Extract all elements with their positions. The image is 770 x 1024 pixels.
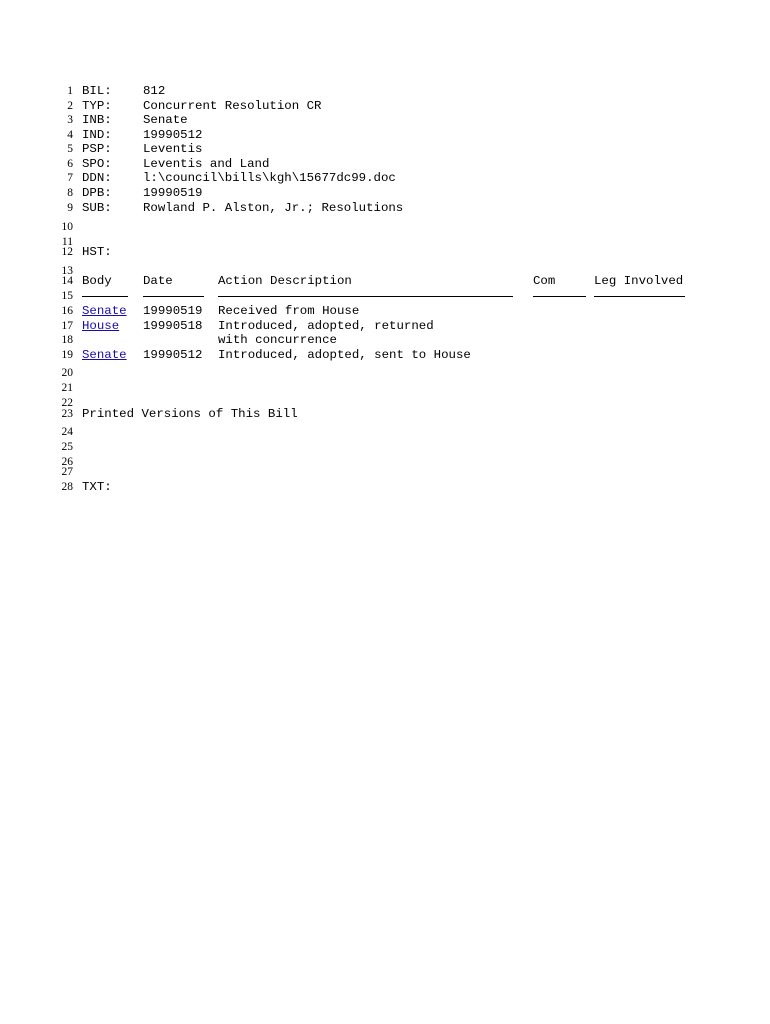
line-number: 27 bbox=[61, 466, 73, 478]
line-20 bbox=[0, 366, 770, 380]
field-value-psp: Leventis bbox=[143, 142, 203, 156]
table-row bbox=[0, 319, 770, 333]
field-value-ind: 19990512 bbox=[143, 128, 203, 142]
history-header-body: Body bbox=[82, 274, 112, 288]
field-label-ind: IND: bbox=[82, 128, 112, 142]
field-label-bil: BIL: bbox=[82, 84, 112, 98]
history-date: 19990518 bbox=[143, 319, 203, 333]
line-number: 28 bbox=[61, 481, 73, 493]
history-header-date: Date bbox=[143, 274, 173, 288]
line-number: 21 bbox=[61, 382, 73, 394]
field-label-inb: INB: bbox=[82, 113, 112, 127]
history-action: Introduced, adopted, returned bbox=[218, 319, 434, 333]
table-row bbox=[0, 348, 770, 362]
history-header-action: Action Description bbox=[218, 274, 352, 288]
line-number: 17 bbox=[61, 320, 73, 332]
line-number: 22 bbox=[61, 397, 73, 409]
field-value-inb: Senate bbox=[143, 113, 188, 127]
field-label-sub: SUB: bbox=[82, 201, 112, 215]
body-link-senate[interactable]: Senate bbox=[82, 348, 127, 362]
line-number: 16 bbox=[61, 305, 73, 317]
history-header-com: Com bbox=[533, 274, 556, 288]
line-25 bbox=[0, 440, 770, 454]
line-number: 12 bbox=[61, 246, 73, 258]
line-8 bbox=[0, 186, 770, 200]
history-header-leg: Leg Involved bbox=[594, 274, 684, 288]
line-3 bbox=[0, 113, 770, 127]
line-number: 5 bbox=[67, 143, 73, 155]
line-9 bbox=[0, 201, 770, 215]
history-action: Received from House bbox=[218, 304, 360, 318]
header-rule-body bbox=[82, 296, 128, 297]
history-label: HST: bbox=[82, 245, 112, 259]
line-21 bbox=[0, 381, 770, 395]
field-label-ddn: DDN: bbox=[82, 171, 112, 185]
field-label-psp: PSP: bbox=[82, 142, 112, 156]
line-number: 24 bbox=[61, 426, 73, 438]
line-7 bbox=[0, 171, 770, 185]
field-value-bil: 812 bbox=[143, 84, 166, 98]
table-row bbox=[0, 304, 770, 318]
history-action: Introduced, adopted, sent to House bbox=[218, 348, 471, 362]
txt-label: TXT: bbox=[82, 480, 112, 494]
history-date: 19990512 bbox=[143, 348, 203, 362]
line-number: 10 bbox=[61, 221, 73, 233]
line-number: 4 bbox=[67, 129, 73, 141]
printed-versions-heading: Printed Versions of This Bill bbox=[82, 407, 298, 421]
line-4 bbox=[0, 128, 770, 142]
line-14 bbox=[0, 274, 770, 288]
line-10 bbox=[0, 220, 770, 234]
line-number: 7 bbox=[67, 172, 73, 184]
field-label-typ: TYP: bbox=[82, 99, 112, 113]
line-number: 18 bbox=[61, 334, 73, 346]
line-6 bbox=[0, 157, 770, 171]
line-24 bbox=[0, 425, 770, 439]
history-action-continuation: with concurrence bbox=[218, 333, 337, 347]
line-27 bbox=[0, 465, 770, 479]
line-number: 20 bbox=[61, 367, 73, 379]
body-link-house[interactable]: House bbox=[82, 319, 120, 333]
line-number: 26 bbox=[61, 456, 73, 468]
field-value-spo: Leventis and Land bbox=[143, 157, 270, 171]
line-number: 23 bbox=[61, 408, 73, 420]
field-value-dpb: 19990519 bbox=[143, 186, 203, 200]
field-label-dpb: DPB: bbox=[82, 186, 112, 200]
header-rule-date bbox=[143, 296, 204, 297]
line-number: 14 bbox=[61, 275, 73, 287]
line-number: 1 bbox=[67, 85, 73, 97]
field-value-ddn: l:\council\bills\kgh\15677dc99.doc bbox=[143, 171, 396, 185]
field-value-typ: Concurrent Resolution CR bbox=[143, 99, 322, 113]
line-number: 9 bbox=[67, 202, 73, 214]
line-number: 13 bbox=[61, 265, 73, 277]
line-number: 11 bbox=[61, 236, 73, 248]
field-label-spo: SPO: bbox=[82, 157, 112, 171]
line-28 bbox=[0, 480, 770, 494]
line-number: 6 bbox=[67, 158, 73, 170]
line-1 bbox=[0, 84, 770, 98]
line-2 bbox=[0, 99, 770, 113]
field-value-sub: Rowland P. Alston, Jr.; Resolutions bbox=[143, 201, 404, 215]
header-rule-action bbox=[218, 296, 513, 297]
line-number: 15 bbox=[61, 290, 73, 302]
line-number: 8 bbox=[67, 187, 73, 199]
line-number: 25 bbox=[61, 441, 73, 453]
history-date: 19990519 bbox=[143, 304, 203, 318]
header-rule-leg bbox=[594, 296, 685, 297]
header-rule-com bbox=[533, 296, 586, 297]
line-number: 3 bbox=[67, 114, 73, 126]
line-5 bbox=[0, 142, 770, 156]
body-link-senate[interactable]: Senate bbox=[82, 304, 127, 318]
line-12 bbox=[0, 245, 770, 259]
line-number: 19 bbox=[61, 349, 73, 361]
table-row-continuation bbox=[0, 333, 770, 347]
line-number: 2 bbox=[67, 100, 73, 112]
line-23 bbox=[0, 407, 770, 421]
